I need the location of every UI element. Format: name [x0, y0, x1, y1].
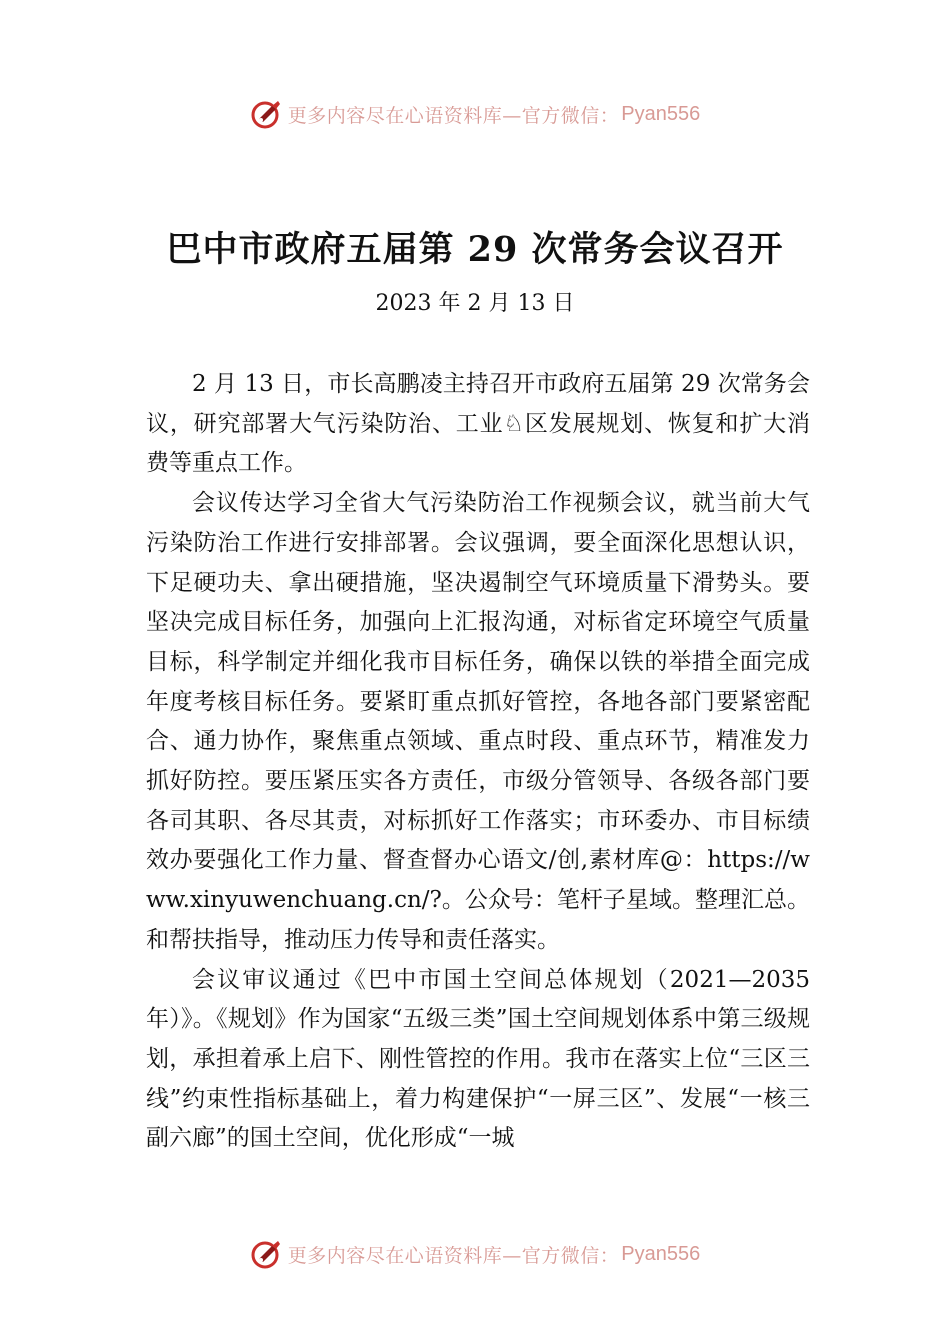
paragraph-1: 2 月 13 日，市长高鹏凌主持召开市政府五届第 29 次常务会议，研究部署大气污染防治、工业♘区发展规划、恢复和扩大消费等重点工作。: [146, 371, 810, 477]
pen-seal-icon: [250, 97, 284, 131]
document-date: 2023 年 2 月 13 日: [375, 291, 575, 316]
paragraph-3: 会议审议通过《巴中市国土空间总体规划（2021—2035 年）》。《规划》作为国家“五级三类”国土空间规划体系中第三级规划，承担着承上启下、刚性管控的作用。我市在落实上位“三区三线”约束性指标基础上，着力构建保护“一屏三区”、发展“一核三副六廊”的国土空间，优化形成“一城: [146, 966, 810, 1152]
watermark-text: 更多内容尽在心语资料库—官方微信：: [287, 104, 620, 127]
pen-seal-icon: [250, 1237, 284, 1271]
document-body: [146, 365, 810, 1159]
watermark-text: 更多内容尽在心语资料库—官方微信：: [287, 1244, 620, 1267]
document-title: 巴中市政府五届第 29 次常务会议召开: [166, 229, 784, 270]
header-watermark: [0, 94, 950, 134]
footer-watermark: [0, 1234, 950, 1274]
watermark-wechat-id: Pyan556: [621, 102, 701, 125]
paragraph-2: 会议传达学习全省大气污染防治工作视频会议，就当前大气污染防治工作进行安排部署。会议强调，要全面深化思想认识，下足硬功夫、拿出硬措施，坚决遏制空气环境质量下滑势头。要坚决完成目标任务，加强向上汇报沟通，对标省定环境空气质量目标，科学制定并细化我市目标任务，确保以铁的举措全面完成年度考核目标任务。要紧盯重点抓好管控，各地各部门要紧密配合、通力协作，聚焦重点领域、重点时段、重点环节，精准发力抓好防控。要压紧压实各方责任，市级分管领导、各级各部门要各司其职、各尽其责，对标抓好工作落实；市环委办、市目标绩效办要强化工作力量、督查督办心语文/创,素材库@：https://www.xinyuwenchuang.cn/?。公众号：笔杆子星域。整理汇总。和帮扶指导，推动压力传导和责任落实。: [146, 490, 810, 953]
watermark-wechat-id: Pyan556: [621, 1242, 701, 1265]
